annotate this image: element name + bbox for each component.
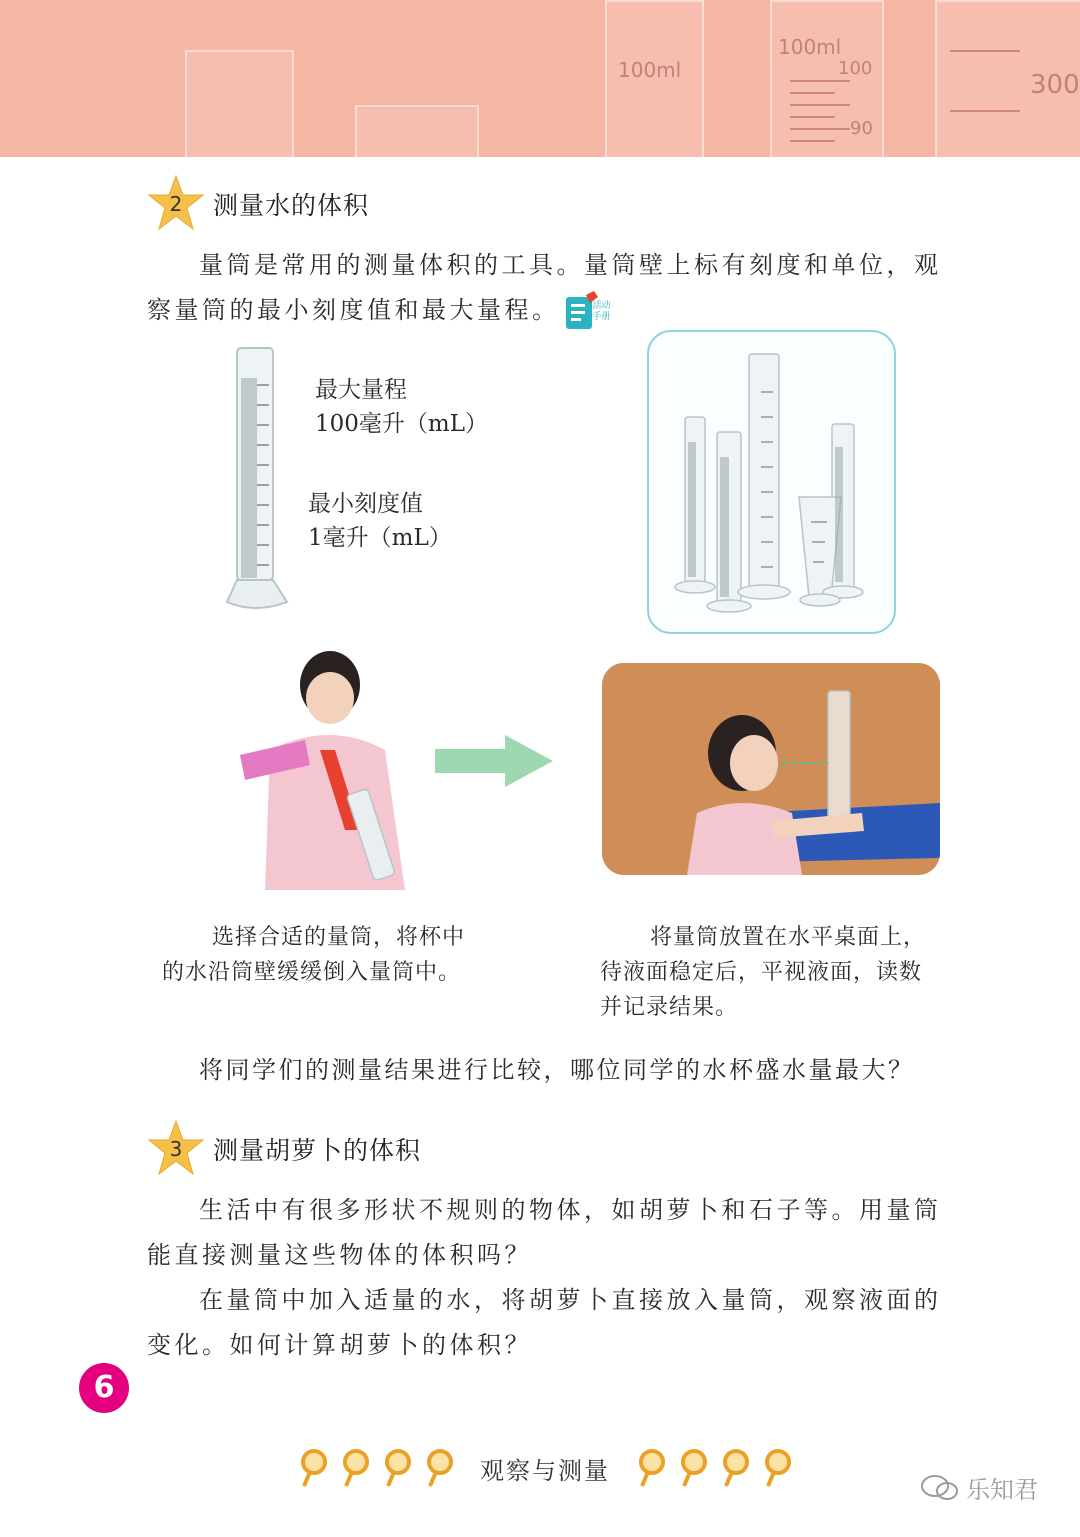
wechat-icon — [920, 1473, 960, 1503]
magnifier-icon — [764, 1448, 792, 1488]
header-glass-label: 100 — [838, 58, 873, 79]
paragraph-line: 在量筒中加入适量的水，将胡萝卜直接放入量筒，观察液面的 — [199, 1286, 942, 1314]
magnifier-icon — [638, 1448, 666, 1488]
footer — [300, 1448, 806, 1488]
section-number: 2 — [169, 192, 183, 216]
magnifier-icon — [680, 1448, 708, 1488]
girl-reading-image — [602, 663, 940, 875]
caption-right — [600, 920, 960, 1025]
caption-line: 选择合适的量筒，将杯中 — [212, 925, 466, 950]
header-glass-label: 300 — [1030, 70, 1080, 100]
min-scale-label — [308, 487, 452, 555]
magnifier-icon — [300, 1448, 328, 1488]
header-glass-label: 100ml — [618, 58, 682, 82]
paragraph-line: 生活中有很多形状不规则的物体，如胡萝卜和石子等。用量筒 — [199, 1196, 942, 1224]
section-title: 测量水的体积 — [213, 191, 370, 220]
handbook-icon-label: 活动手册 — [592, 300, 611, 322]
paragraph-line: 量筒是常用的测量体积的工具。量筒壁上标有刻度和单位，观 — [199, 251, 942, 279]
beaker-image — [185, 50, 294, 157]
cylinders-photo — [647, 330, 896, 634]
paragraph-line: 察量筒的最小刻度值和最大量程。 — [147, 296, 560, 324]
watermark — [920, 1470, 1038, 1505]
paragraph-line: 能直接测量这些物体的体积吗？ — [147, 1241, 532, 1269]
magnifier-icon — [384, 1448, 412, 1488]
section-2-heading — [145, 173, 369, 235]
min-scale-value: 1毫升（mL） — [308, 525, 452, 551]
paragraph-line: 变化。如何计算胡萝卜的体积？ — [147, 1331, 532, 1359]
section-2-paragraph — [147, 243, 967, 333]
caption-left — [162, 920, 522, 990]
footer-title: 观察与测量 — [480, 1456, 610, 1485]
girl-pouring-photo — [210, 640, 430, 890]
reading-level-photo — [602, 663, 940, 875]
beaker-image — [355, 105, 479, 157]
max-range-label — [315, 373, 488, 441]
magnifier-icon — [342, 1448, 370, 1488]
section-title: 测量胡萝卜的体积 — [213, 1136, 422, 1165]
caption-line: 并记录结果。 — [600, 995, 739, 1020]
magnifier-icon — [426, 1448, 454, 1488]
arrow-right-icon — [435, 735, 553, 787]
page-number: 6 — [79, 1363, 129, 1413]
graduated-cylinder-image — [215, 340, 305, 620]
section-3-heading — [145, 1118, 421, 1180]
header-band — [0, 0, 1080, 157]
section-number: 3 — [169, 1137, 183, 1161]
max-range-value: 100毫升（mL） — [315, 411, 488, 437]
header-glass-label: 100ml — [778, 35, 842, 59]
handbook-icon[interactable] — [564, 291, 616, 331]
header-glass-label: 90 — [850, 118, 873, 139]
caption-line: 将量筒放置在水平桌面上， — [650, 925, 927, 950]
comparison-question — [147, 1048, 977, 1093]
star-badge — [145, 1118, 207, 1180]
caption-line: 的水沿筒壁缓缓倒入量筒中。 — [162, 960, 462, 985]
cylinder-group-image — [649, 332, 894, 632]
magnifier-icon — [722, 1448, 750, 1488]
question-text: 将同学们的测量结果进行比较，哪位同学的水杯盛水量最大？ — [199, 1056, 915, 1084]
watermark-text: 乐知君 — [966, 1476, 1038, 1504]
caption-line: 待液面稳定后，平视液面，读数 — [600, 960, 923, 985]
star-badge — [145, 173, 207, 235]
section-3-paragraph — [147, 1188, 977, 1368]
min-scale-title: 最小刻度值 — [308, 491, 423, 517]
max-range-title: 最大量程 — [315, 377, 407, 403]
